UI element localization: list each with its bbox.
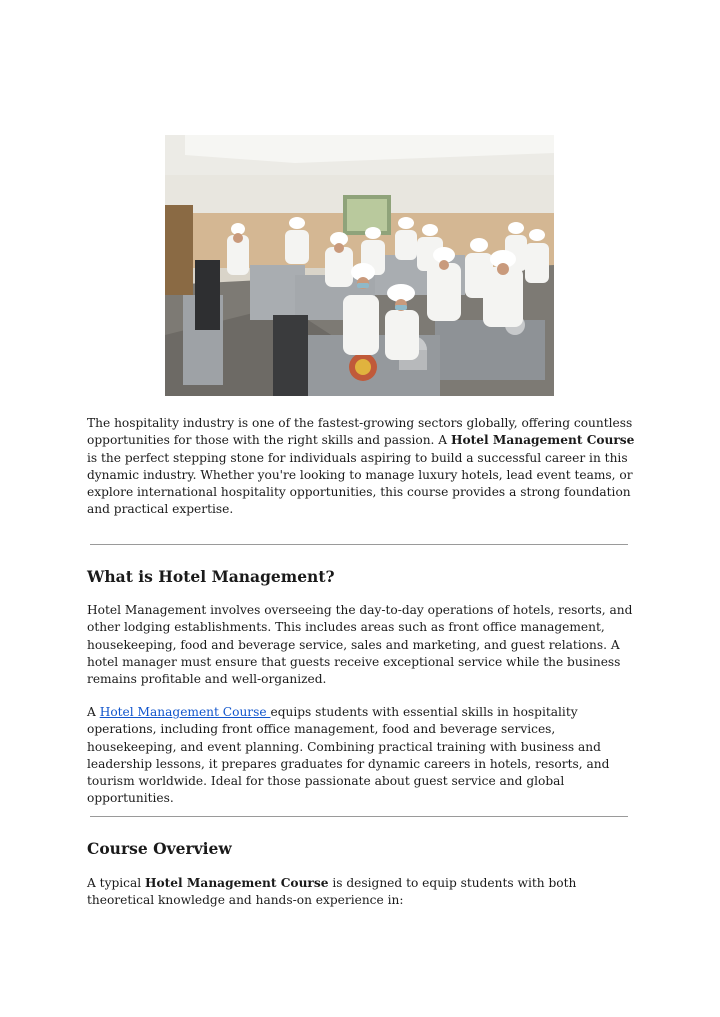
- divider: [90, 544, 628, 545]
- divider: [90, 816, 628, 817]
- intro-paragraph: [87, 415, 635, 519]
- intro-bold-course: Hotel Management Course: [450, 433, 635, 448]
- paragraph-definition: Hotel Management involves overseeing the day-to-day operations of hotels, resorts, and other lodging establishments. This includes areas such as front office management, housekeeping, food and beverage service, sales and marketing, and guest relations. A hotel manager must ensure that guests receive exceptional service while the business remains profitable and well-organized.: [87, 603, 633, 687]
- intro-text: The hospitality industry is one of the fastest-growing sectors globally, offering countless opportunities for those with the right skills and passion. A: [87, 416, 633, 448]
- kitchen-training-photo-icon: [165, 135, 554, 396]
- section-heading-course-overview: Course Overview: [87, 839, 232, 858]
- paragraph-text-continued: is designed to equip students with both theoretical knowledge and hands-on experience in:: [87, 876, 577, 908]
- intro-text-continued: is the perfect stepping stone for individuals aspiring to build a successful career in this dynamic industry. Whether you're looking to manage luxury hotels, lead event teams, or explore international hospitality opportunities, this course provides a strong foundation and practical expertise.: [87, 450, 633, 517]
- hotel-management-course-link[interactable]: Hotel Management Course: [99, 705, 271, 719]
- paragraph-text: A: [87, 705, 100, 719]
- paragraph-overview: [87, 875, 635, 910]
- paragraph-text-continued: equips students with essential skills in hospitality operations, including front office management, food and beverage services, housekeeping, and event planning. Combining practical training with business and leadership lessons, it prepares graduates for dynamic careers in hotels, resorts, and tourism worldwide. Ideal for those passionate about guest service and global opportunities.: [87, 705, 610, 806]
- section-heading-what-is: What is Hotel Management?: [87, 567, 335, 586]
- overview-bold-course: Hotel Management Course: [145, 876, 329, 890]
- hero-image: [165, 135, 554, 396]
- paragraph-course-link: [87, 704, 635, 808]
- paragraph-text: A typical: [87, 876, 146, 890]
